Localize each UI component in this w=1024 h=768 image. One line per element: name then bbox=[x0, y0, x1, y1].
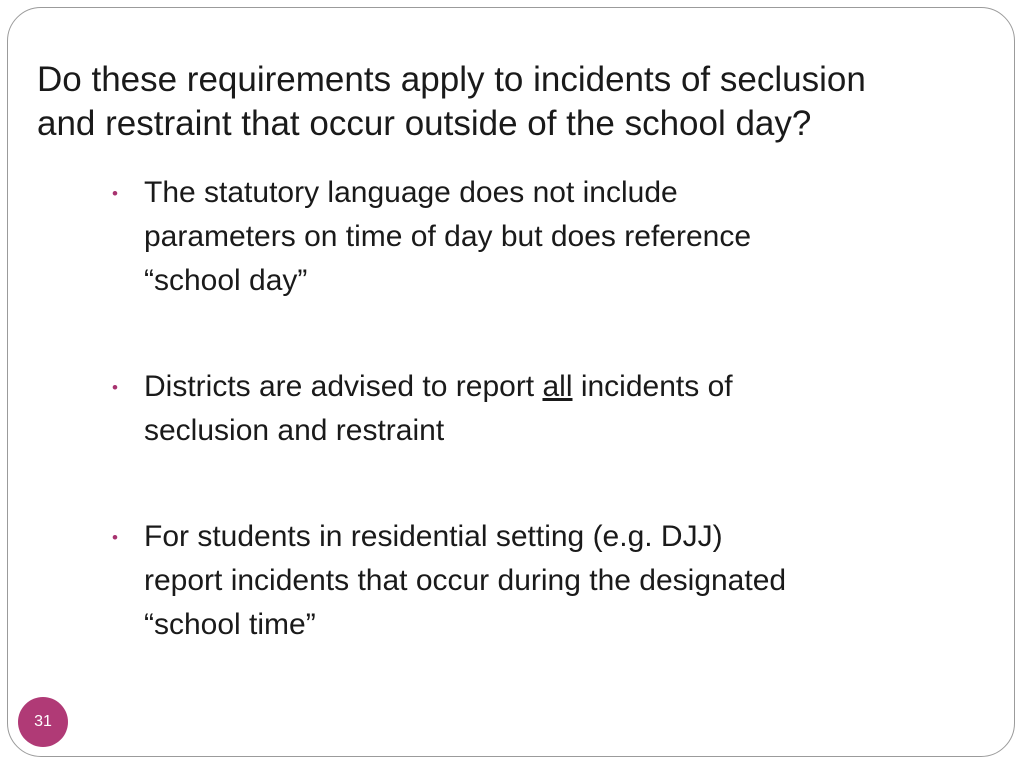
bullet-3-line-3: “school time” bbox=[144, 608, 316, 641]
bullet-2-line-1 bbox=[144, 365, 972, 409]
bullet-2-text-before: Districts are advised to report bbox=[144, 370, 543, 403]
bullet-2-underlined-word: all bbox=[542, 370, 573, 403]
bullet-1-line-1: The statutory language does not include bbox=[144, 176, 678, 209]
bullet-dot-icon: • bbox=[112, 184, 118, 203]
bullet-3-line-1: For students in residential setting (e.g. DJJ) bbox=[144, 520, 723, 553]
bullet-3-line-2: report incidents that occur during the designated bbox=[144, 564, 787, 597]
slide-title bbox=[37, 58, 997, 146]
bullet-1-line-3: “school day” bbox=[144, 264, 308, 297]
bullet-2-line-2: seclusion and restraint bbox=[144, 414, 445, 447]
bullet-2-text-after: incidents of bbox=[572, 370, 733, 403]
slide-number-badge: 31 bbox=[18, 697, 68, 747]
bullet-dot-icon: • bbox=[112, 378, 118, 397]
bullet-1-line-2: parameters on time of day but does reference bbox=[144, 220, 752, 253]
bullet-dot-icon: • bbox=[112, 528, 118, 547]
title-line-2: and restraint that occur outside of the school day? bbox=[37, 104, 812, 143]
bullet-item-2 bbox=[112, 365, 972, 453]
bullet-item-3 bbox=[112, 515, 972, 647]
title-line-1: Do these requirements apply to incidents of seclusion bbox=[37, 60, 866, 99]
bullet-list bbox=[112, 171, 972, 647]
bullet-item-1 bbox=[112, 171, 972, 303]
